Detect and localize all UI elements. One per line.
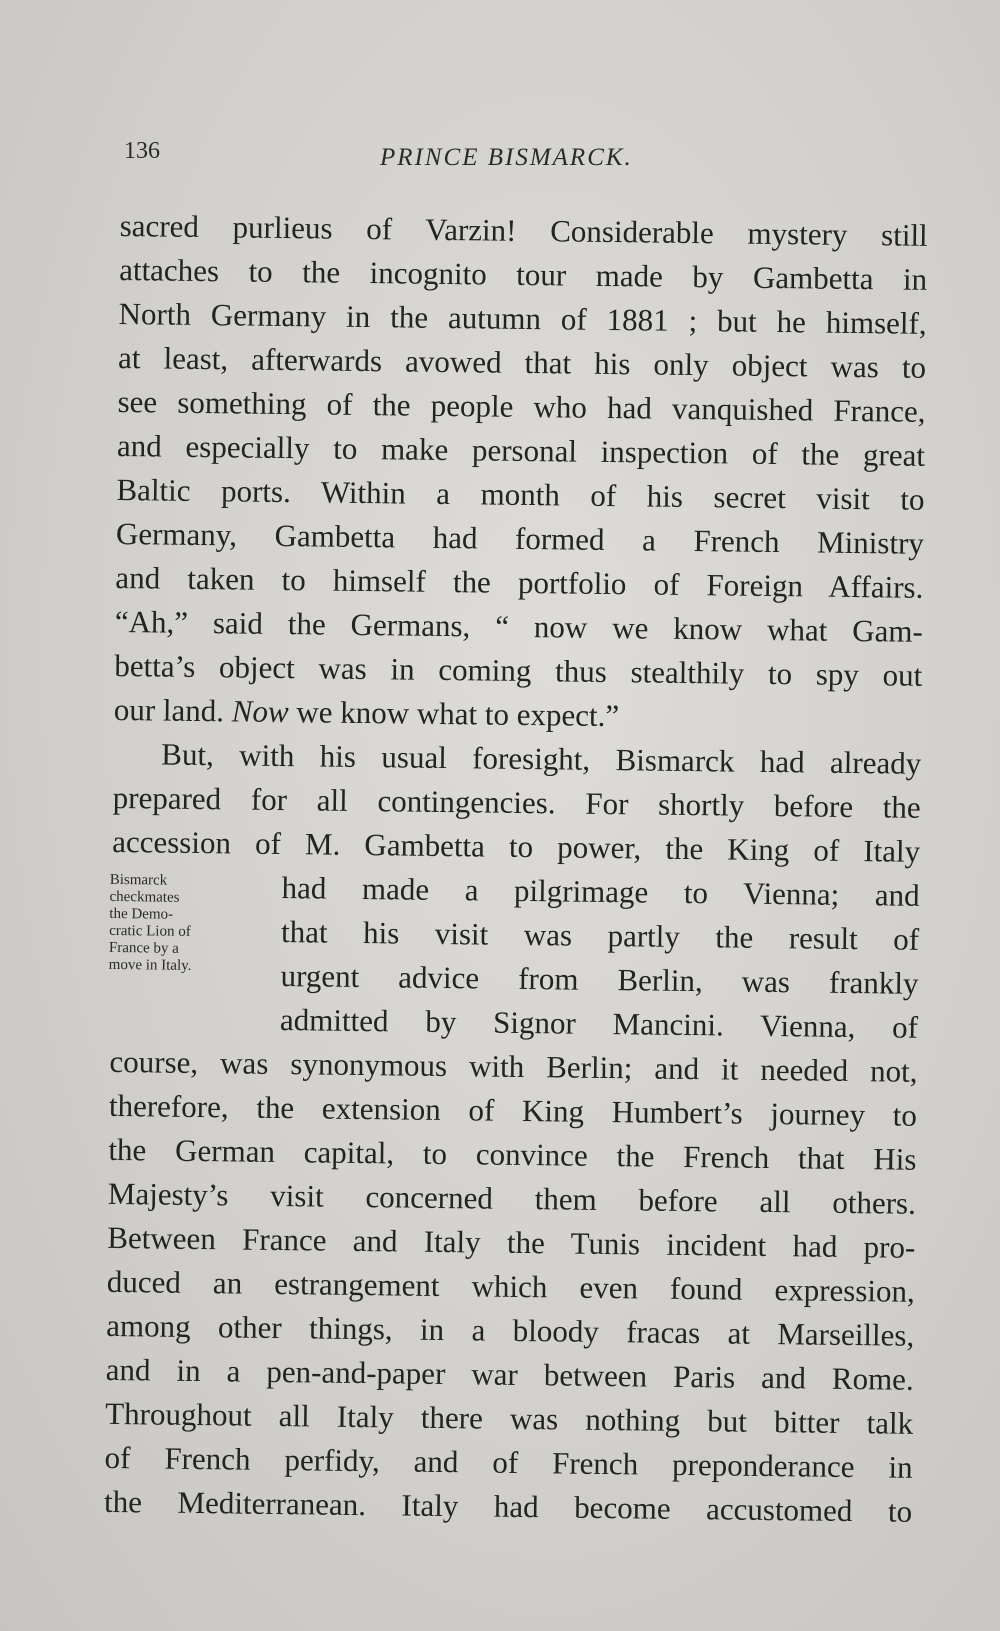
- margin-note-line: France by a: [108, 939, 179, 957]
- page-number: 136: [124, 138, 160, 164]
- text-line: “Ah,” said the Germans, “ now we know what Gam-: [114, 603, 924, 649]
- text-line: North Germany in the autumn of 1881 ; but he himself,: [118, 295, 927, 341]
- sidenote-section: [110, 864, 920, 1050]
- text-line: accession of M. Gambetta to power, the King of Italy: [111, 823, 921, 869]
- text-line: course, was synonymous with Berlin; and it needed not,: [109, 1043, 918, 1089]
- text-line: But, with his usual foresight, Bismarck had already: [161, 736, 922, 781]
- emphasis-text: Now: [231, 693, 289, 730]
- text-line: had made a pilgrimage to Vienna; and: [281, 870, 920, 913]
- text-line: attaches to the incognito tour made by Gambetta in: [118, 251, 928, 297]
- margin-note-line: move in Italy.: [108, 956, 192, 974]
- text-line: and especially to make personal inspection of the great: [116, 427, 926, 473]
- text-line: and in a pen-and-paper war between Paris and Rome.: [105, 1351, 914, 1397]
- text-line: Baltic ports. Within a month of his secret visit to: [116, 471, 925, 517]
- text-line: duced an estrangement which even found expression,: [106, 1263, 915, 1309]
- text-line: and taken to himself the portfolio of Foreign Affairs.: [115, 559, 924, 605]
- margin-note-line: cratic Lion of: [109, 922, 191, 940]
- text-line: that his visit was partly the result of: [280, 914, 920, 957]
- text-line: sacred purlieus of Varzin! Considerable mystery still: [119, 207, 928, 253]
- margin-note: [109, 872, 250, 976]
- text-line: the German capital, to convince the French that His: [108, 1131, 917, 1177]
- running-title: PRINCE BISMARCK.: [380, 144, 633, 171]
- text-line: of French perfidy, and of French preponderance in: [104, 1439, 913, 1485]
- text-run: our land.: [113, 691, 232, 729]
- text-line: at least, afterwards avowed that his only object was to: [117, 339, 927, 385]
- margin-note-line: checkmates: [109, 888, 180, 906]
- text-line: Throughout all Italy there was nothing but bitter talk: [105, 1395, 914, 1441]
- text-line: the Mediterranean. Italy had become accustomed to: [103, 1483, 913, 1529]
- text-line: Between France and Italy the Tunis incident had pro-: [107, 1219, 916, 1265]
- text-line: prepared for all contingencies. For shortly before the: [112, 779, 921, 825]
- margin-note-line: Bismarck: [109, 871, 168, 889]
- text-line: urgent advice from Berlin, was frankly: [280, 958, 919, 1001]
- text-line: among other things, in a bloody fracas at Marseilles,: [106, 1307, 915, 1353]
- running-head: [120, 138, 920, 178]
- text-run: we know what to expect.”: [288, 694, 620, 734]
- text-line: betta’s object was in coming thus stealthily to spy out: [114, 647, 923, 693]
- margin-note-line: the Demo-: [109, 905, 174, 923]
- text-line: Majesty’s visit concerned them before all others.: [107, 1175, 917, 1221]
- text-line: admitted by Signor Mancini. Vienna, of: [279, 1002, 919, 1045]
- body-text: [104, 204, 928, 1534]
- text-line: see something of the people who had vanquished France,: [117, 383, 926, 429]
- text-line: therefore, the extension of King Humbert’s journey to: [108, 1087, 918, 1133]
- text-line: Germany, Gambetta had formed a French Ministry: [115, 515, 925, 561]
